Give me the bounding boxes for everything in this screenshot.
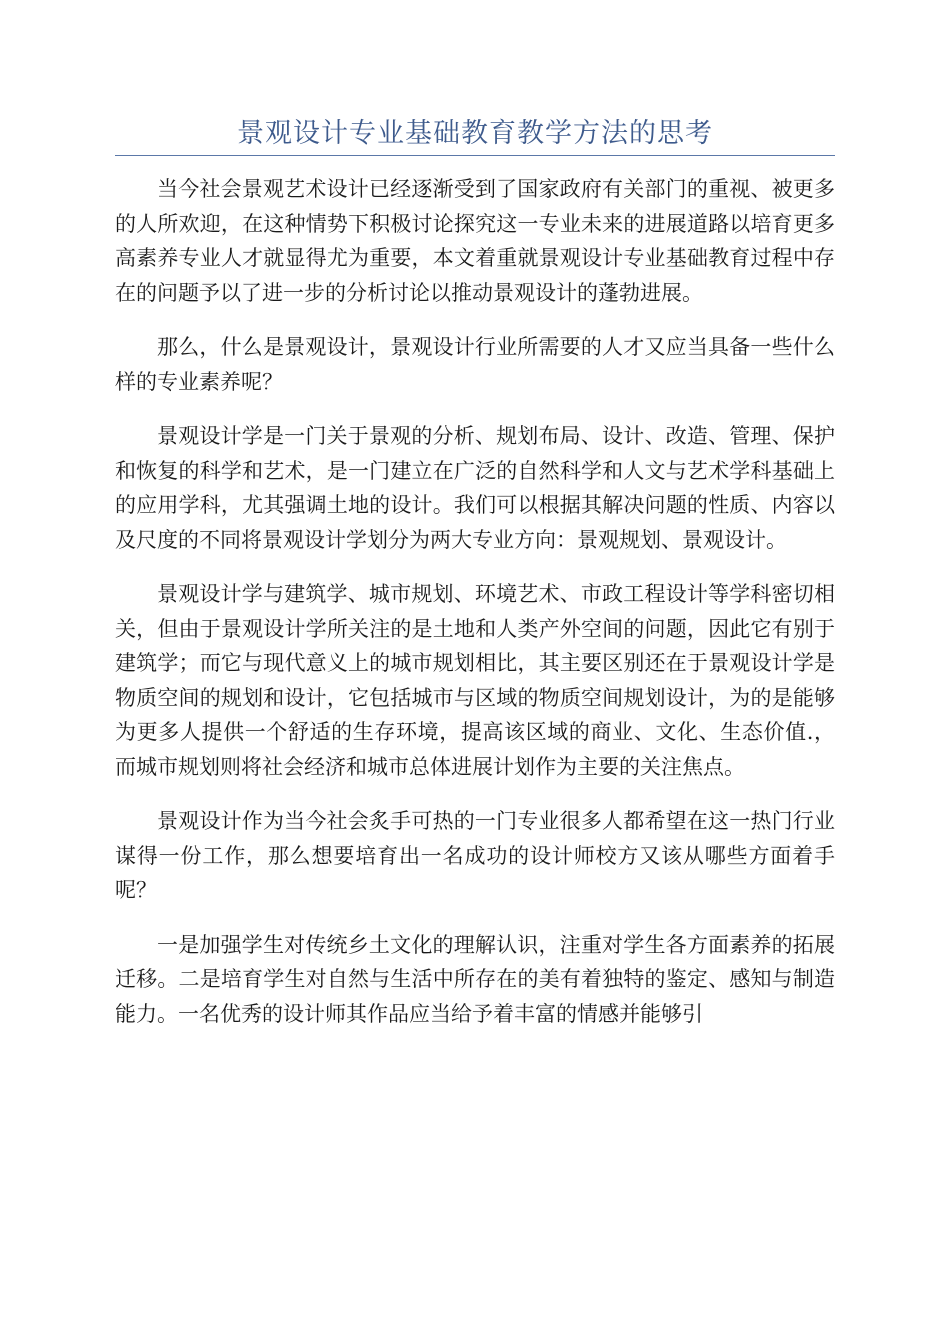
document-title: 景观设计专业基础教育教学方法的思考 xyxy=(237,118,713,149)
title-underline xyxy=(115,155,835,156)
paragraph-3: 景观设计学是一门关于景观的分析、规划布局、设计、改造、管理、保护和恢复的科学和艺术，是一门建立在广泛的自然科学和人文与艺术学科基础上的应用学科，尤其强调土地的设计。我们可以根据其解决问题的性质、内容以及尺度的不同将景观设计学划分为两大专业方向：景观规划、景观设计。 xyxy=(115,424,835,552)
paragraph-5: 景观设计作为当今社会炙手可热的一门专业很多人都希望在这一热门行业谋得一份工作，那么想要培育出一名成功的设计师校方又该从哪些方面着手呢？ xyxy=(115,809,835,902)
paragraph-1: 当今社会景观艺术设计已经逐渐受到了国家政府有关部门的重视、被更多的人所欢迎，在这种情势下积极讨论探究这一专业未来的进展道路以培育更多高素养专业人才就显得尤为重要，本文着重就景观设计专业基础教育过程中存在的问题予以了进一步的分析讨论以推动景观设计的蓬勃进展。 xyxy=(115,177,835,305)
document-body xyxy=(115,172,835,1051)
paragraph-6: 一是加强学生对传统乡土文化的理解认识，注重对学生各方面素养的拓展迁移。二是培育学生对自然与生活中所存在的美有着独特的鉴定、感知与制造能力。一名优秀的设计师其作品应当给予着丰富的情感并能够引 xyxy=(115,932,835,1026)
paragraph-2: 那么，什么是景观设计，景观设计行业所需要的人才又应当具备一些什么样的专业素养呢？ xyxy=(115,335,835,394)
paragraph-4: 景观设计学与建筑学、城市规划、环境艺术、市政工程设计等学科密切相关，但由于景观设计学所关注的是土地和人类产外空间的问题，因此它有别于建筑学；而它与现代意义上的城市规划相比，其主要区别还在于景观设计学是物质空间的规划和设计，它包括城市与区域的物质空间规划设计，为的是能够为更多人提供一个舒适的生存环境，提高该区域的商业、文化、生态价值.，而城市规划则将社会经济和城市总体进展计划作为主要的关注焦点。 xyxy=(115,582,835,779)
